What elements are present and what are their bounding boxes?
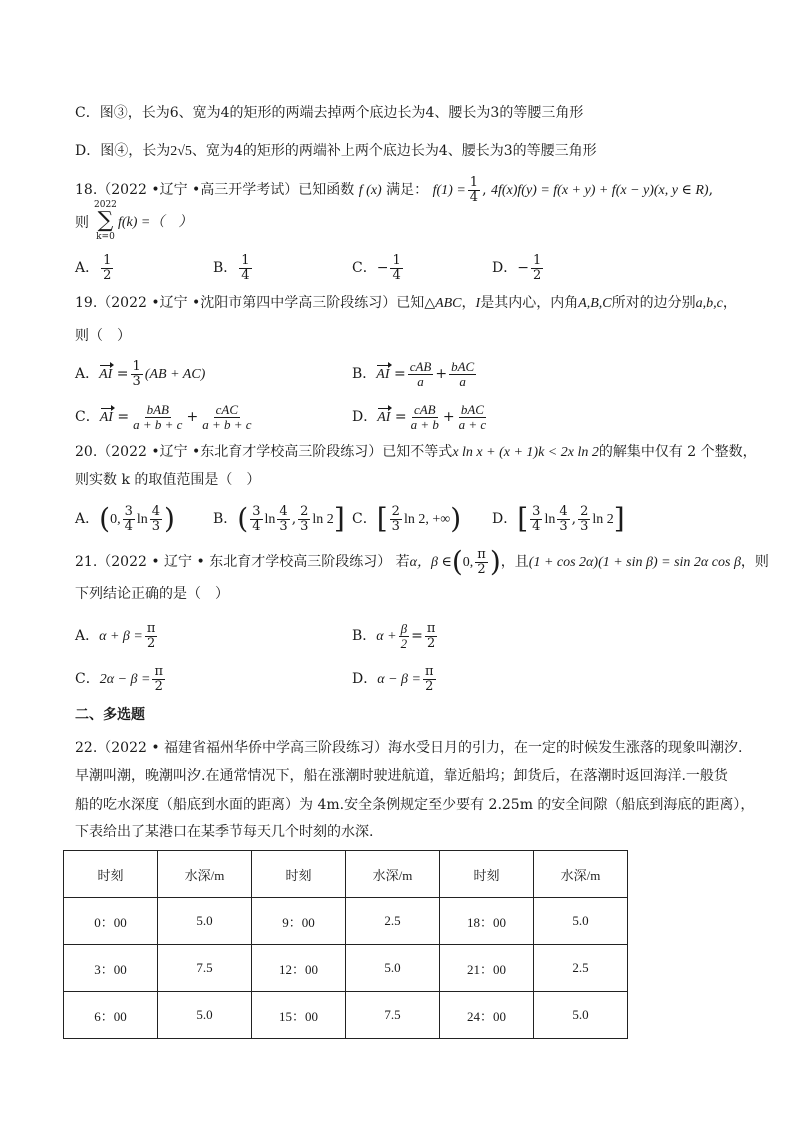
q18-sum xyxy=(94,200,117,242)
q18-sum-upper: 2022 xyxy=(94,200,117,210)
q21-line2: 下列结论正确的是（ ） xyxy=(75,586,229,602)
table-cell: 5.0 xyxy=(534,898,628,945)
table-cell: 12：00 xyxy=(252,945,346,992)
section-title-multi-choice: 二、多选题 xyxy=(75,707,145,723)
q21-option-c: C．2α − β = $\frac{\pi}{2}$ xyxy=(75,664,163,694)
q18-option-b: B． $\frac{1}{4}$ xyxy=(213,253,250,283)
q17-option-d-pre: D．图④，长为 xyxy=(75,143,171,159)
table-cell: 21：00 xyxy=(440,945,534,992)
table-header: 水深/m xyxy=(534,851,628,898)
q21-option-a: A．α + β = $\frac{\pi}{2}$ xyxy=(75,621,156,651)
table-cell: 5.0 xyxy=(534,992,628,1039)
table-cell: 0：00 xyxy=(64,898,158,945)
q18-sum-body: f(k) =（ ） xyxy=(118,215,193,230)
q17-option-d xyxy=(75,141,597,162)
table-header-row xyxy=(64,851,628,898)
q21-option-b: B．α + $\frac{\beta}{2}$ = $\frac{\pi}{2}$ xyxy=(352,621,436,651)
table-header: 水深/m xyxy=(346,851,440,898)
q17-option-d-value: 2√5 xyxy=(170,144,192,159)
q18-option-c: C．− $\frac{1}{4}$ xyxy=(352,253,401,283)
q19-option-b: B．AI = $\frac{\text{cAB}}{a}$ + $\frac{\text{bAC}}{a}$ xyxy=(352,359,475,389)
q19-option-a: A．AI = $\frac{1}{3}$ (AB + AC) xyxy=(75,359,206,389)
q18-fx: f (x) xyxy=(358,183,382,199)
table-cell: 24：00 xyxy=(440,992,534,1039)
q19-stem: 19.（2022 •辽宁 •沈阳市第四中学高三阶段练习）已知△ABC，I是其内心，内角A,B,C所对的边分别a,b,c， xyxy=(75,295,737,311)
q19-option-c: C．AI = $\frac{\text{bAB}}{a + b + c}$ + $\frac{\text{cAC}}{a + b + c}$ xyxy=(75,402,252,432)
q18-stem-pre: 18.（2022 •辽宁 •高三开学考试）已知函数 xyxy=(75,182,355,199)
q20-option-b: B．( $\frac{3}{4}$ ln $\frac{4}{3}$ , $\frac{2}{3}$ ln 2] xyxy=(213,502,345,536)
q17-option-c: C．图③，长为6、宽为4的矩形的两端去掉两个底边长为4、腰长为3的等腰三角形 xyxy=(75,105,584,121)
q19-option-d: D．AI = $\frac{\text{cAB}}{a + b}$ + $\frac{\text{bAC}}{a + c}$ xyxy=(352,402,487,432)
q20-option-c: C．[ $\frac{2}{3}$ ln 2, +∞) xyxy=(352,502,462,536)
q18-cond1-frac: $\frac{1}{4}$ xyxy=(469,175,479,205)
table-row xyxy=(64,992,628,1039)
q19-line2: 则（ ） xyxy=(75,328,131,344)
table-cell: 6：00 xyxy=(64,992,158,1039)
sigma-icon: ∑ xyxy=(97,208,114,233)
table-header: 时刻 xyxy=(252,851,346,898)
table-cell: 7.5 xyxy=(158,945,252,992)
table-cell: 15：00 xyxy=(252,992,346,1039)
q20-line2: 则实数 k 的取值范围是（ ） xyxy=(75,472,261,488)
q18-line2-pre: 则 xyxy=(75,215,89,231)
table-header: 水深/m xyxy=(158,851,252,898)
table-header: 时刻 xyxy=(64,851,158,898)
table-header: 时刻 xyxy=(440,851,534,898)
q18-sum-lower: k=0 xyxy=(96,232,115,242)
q22-line-4: 下表给出了某港口在某季节每天几个时刻的水深. xyxy=(75,824,374,840)
q18-option-d: D．− $\frac{1}{2}$ xyxy=(492,253,542,283)
table-cell: 5.0 xyxy=(158,992,252,1039)
q18-cond1: f(1) = xyxy=(432,183,466,199)
q22-line-1: 22.（2022 • 福建省福州华侨中学高三阶段练习）海水受日月的引力，在一定的时候发生涨落的现象叫潮汐. xyxy=(75,740,743,756)
q18-stem-mid: 满足： xyxy=(386,182,429,199)
table-cell: 3：00 xyxy=(64,945,158,992)
q18-stem: 18.（2022 •辽宁 •高三开学考试）已知函数 f (x) 满足： f(1) = $\frac{1}{4}$ , 4f(x)f(y) = f(x + y) + f(x − y)(x, y ∈ R), xyxy=(75,175,714,205)
q20-option-d: D．[ $\frac{3}{4}$ ln $\frac{4}{3}$ , $\frac{2}{3}$ ln 2] xyxy=(492,502,625,536)
q22-line-3: 船的吃水深度（船底到水面的距离）为 4m.安全条例规定至少要有 2.25m 的安全间隙（船底到海底的距离）， xyxy=(75,797,755,813)
table-cell: 7.5 xyxy=(346,992,440,1039)
table-row xyxy=(64,945,628,992)
table-cell: 5.0 xyxy=(346,945,440,992)
tide-table xyxy=(63,850,628,1039)
q17-option-d-post: 、宽为4的矩形的两端补上两个底边长为4、腰长为3的等腰三角形 xyxy=(191,143,597,159)
table-cell: 2.5 xyxy=(346,898,440,945)
table-cell: 5.0 xyxy=(158,898,252,945)
q20-stem: 20.（2022 •辽宁 •东北育才学校高三阶段练习）已知不等式x ln x + (x + 1)k < 2x ln 2的解集中仅有 2 个整数， xyxy=(75,444,757,460)
q18-cond2: 4f(x)f(y) = f(x + y) + f(x − y)(x, y ∈ R) xyxy=(490,183,709,199)
q22-line-2: 早潮叫潮，晚潮叫汐.在通常情况下，船在涨潮时驶进航道，靠近船坞；卸货后，在落潮时返回海洋.一般货 xyxy=(75,768,728,784)
table-cell: 2.5 xyxy=(534,945,628,992)
table-cell: 18：00 xyxy=(440,898,534,945)
q18-option-a: A． $\frac{1}{2}$ xyxy=(75,253,112,283)
table-row xyxy=(64,898,628,945)
q21-option-d: D．α − β = $\frac{\pi}{2}$ xyxy=(352,664,434,694)
table-cell: 9：00 xyxy=(252,898,346,945)
q20-option-a: A．(0, $\frac{3}{4}$ ln $\frac{4}{3}$ ) xyxy=(75,502,175,536)
q21-stem: 21.（2022 • 辽宁 • 东北育才学校高三阶段练习） 若α，β ∈(0, $\frac{\pi}{2}$ )，且(1 + cos 2α)(1 + sin β) = sin 2α cos β，则 xyxy=(75,545,769,579)
